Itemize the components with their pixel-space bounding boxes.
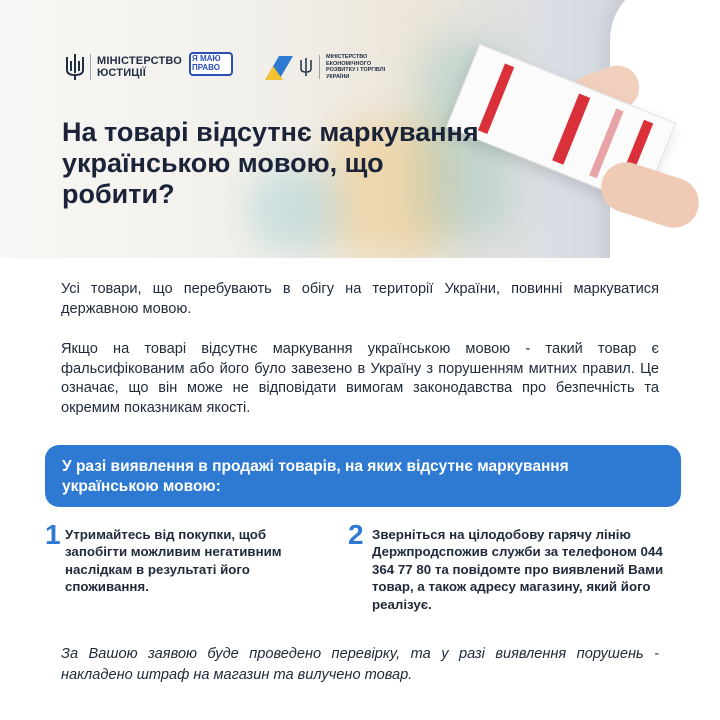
ministry-economy-logo-text: МІНІСТЕРСТВО ЕКОНОМІЧНОГО РОЗВИТКУ І ТОРГІВЛІ УКРАЇНИ: [326, 54, 386, 80]
footer-note: За Вашою заявою буде проведено перевірку, та у разі виявлення порушень - накладено штраф на магазин та вилучено товар.: [61, 646, 659, 683]
step-text: Утримайтесь від покупки, щоб запобігти можливим негативним наслідкам в результаті його споживання.: [65, 527, 282, 595]
hero-banner: [0, 0, 720, 258]
step-number: 2: [348, 519, 364, 550]
step-number: 1: [45, 519, 61, 550]
hotline-phone[interactable]: 044 364 77 80: [372, 544, 663, 577]
step-text-before-phone: Зверніться на цілодобову гарячу лінію Держпродспожив служби за телефоном: [372, 527, 637, 560]
ministry-economy-logo: [263, 52, 401, 82]
logo-divider: [90, 54, 91, 80]
callout-banner: [45, 445, 681, 507]
ministry-justice-logo-text: МІНІСТЕРСТВО ЮСТИЦІЇ: [97, 55, 183, 79]
pravo-logo-text: Я МАЮ ПРАВО: [192, 54, 221, 72]
ministry-economy-mark-icon: [263, 52, 295, 82]
trident-icon: [64, 53, 86, 81]
logo-divider: [319, 55, 320, 79]
intro-paragraph: Усі товари, що перебувають в обігу на території України, повинні маркуватися державною мовою.: [61, 281, 659, 317]
page-title: На товарі відсутнє маркування українською мовою, що робити?: [62, 117, 479, 209]
pravo-logo: [189, 52, 233, 82]
step-text-after-phone: та повідомте про виявлений Вами товар, а також адресу магазину, який його реалізує.: [372, 561, 664, 612]
step-text: [372, 526, 682, 613]
trident-icon: [299, 57, 313, 77]
partner-logos: [64, 50, 401, 84]
callout-banner-text: У разі виявлення в продажі товарів, на яких відсутнє маркування українською мовою:: [62, 458, 569, 495]
intro-paragraph: Якщо на товарі відсутнє маркування українською мовою - такий товар є фальсифікованим або його було завезено в Україну з порушенням митних правил. Це означає, що він може не відповідати вимогам законодавства про безпечність та окремим показникам якості.: [61, 341, 659, 416]
